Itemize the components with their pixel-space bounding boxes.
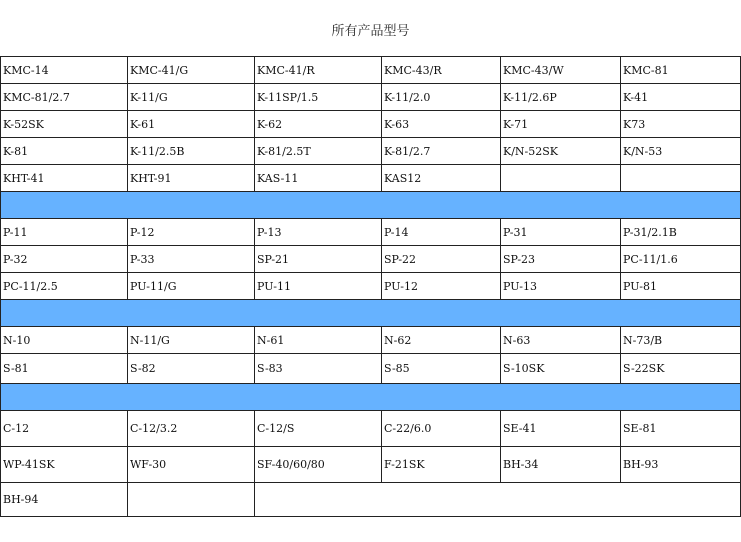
model-table xyxy=(0,56,741,517)
model-cell: N-63 xyxy=(501,327,621,354)
model-cell: K-52SK xyxy=(1,111,128,138)
model-cell: SP-22 xyxy=(382,246,501,273)
model-cell: PU-12 xyxy=(382,273,501,300)
model-cell: KMC-14 xyxy=(1,57,128,84)
model-cell: K-41 xyxy=(621,84,741,111)
model-cell: K-11SP/1.5 xyxy=(255,84,382,111)
model-cell: PC-11/1.6 xyxy=(621,246,741,273)
section-divider-cell xyxy=(1,300,741,327)
model-cell: K-81/2.7 xyxy=(382,138,501,165)
model-cell: P-31/2.1B xyxy=(621,219,741,246)
model-cell: N-73/B xyxy=(621,327,741,354)
model-cell: KMC-81 xyxy=(621,57,741,84)
model-cell: SP-23 xyxy=(501,246,621,273)
model-cell: PU-13 xyxy=(501,273,621,300)
model-cell: PU-11 xyxy=(255,273,382,300)
model-cell: SF-40/60/80 xyxy=(255,447,382,483)
model-cell: S-10SK xyxy=(501,354,621,384)
model-cell: P-31 xyxy=(501,219,621,246)
table-row xyxy=(1,447,741,483)
model-cell: P-11 xyxy=(1,219,128,246)
model-cell: KAS12 xyxy=(382,165,501,192)
model-cell: K-62 xyxy=(255,111,382,138)
model-cell: SP-21 xyxy=(255,246,382,273)
table-row xyxy=(1,57,741,84)
page-title: 所有产品型号 xyxy=(331,24,410,39)
model-cell: SE-81 xyxy=(621,411,741,447)
model-cell: P-12 xyxy=(128,219,255,246)
model-cell: K-71 xyxy=(501,111,621,138)
model-cell: F-21SK xyxy=(382,447,501,483)
model-cell: N-10 xyxy=(1,327,128,354)
model-cell: K-11/2.5B xyxy=(128,138,255,165)
model-cell: KMC-81/2.7 xyxy=(1,84,128,111)
model-cell: WP-41SK xyxy=(1,447,128,483)
section-divider xyxy=(1,300,741,327)
table-row xyxy=(1,84,741,111)
model-cell: P-14 xyxy=(382,219,501,246)
model-cell: K/N-53 xyxy=(621,138,741,165)
model-cell: K-81 xyxy=(1,138,128,165)
model-cell: C-12 xyxy=(1,411,128,447)
model-cell: KMC-41/G xyxy=(128,57,255,84)
model-cell xyxy=(255,483,741,517)
section-divider-cell xyxy=(1,192,741,219)
model-cell: S-83 xyxy=(255,354,382,384)
model-cell: KAS-11 xyxy=(255,165,382,192)
model-cell: K-11/2.6P xyxy=(501,84,621,111)
table-row xyxy=(1,246,741,273)
table-row xyxy=(1,483,741,517)
model-cell: K-61 xyxy=(128,111,255,138)
table-row xyxy=(1,327,741,354)
section-divider-cell xyxy=(1,384,741,411)
model-cell: PU-11/G xyxy=(128,273,255,300)
model-cell: K/N-52SK xyxy=(501,138,621,165)
model-cell: S-85 xyxy=(382,354,501,384)
model-cell: KMC-41/R xyxy=(255,57,382,84)
model-cell: P-32 xyxy=(1,246,128,273)
model-cell: K-11/2.0 xyxy=(382,84,501,111)
table-row xyxy=(1,138,741,165)
model-cell: PC-11/2.5 xyxy=(1,273,128,300)
model-cell xyxy=(128,483,255,517)
table-row xyxy=(1,219,741,246)
model-cell: K-11/G xyxy=(128,84,255,111)
table-row xyxy=(1,111,741,138)
model-cell: S-81 xyxy=(1,354,128,384)
model-cell: BH-34 xyxy=(501,447,621,483)
model-cell: KHT-41 xyxy=(1,165,128,192)
model-cell: K-81/2.5T xyxy=(255,138,382,165)
section-divider xyxy=(1,384,741,411)
model-cell: K73 xyxy=(621,111,741,138)
model-cell: S-22SK xyxy=(621,354,741,384)
section-divider xyxy=(1,192,741,219)
model-cell: KMC-43/R xyxy=(382,57,501,84)
model-cell: WF-30 xyxy=(128,447,255,483)
model-cell: N-11/G xyxy=(128,327,255,354)
model-cell: P-33 xyxy=(128,246,255,273)
model-cell: BH-94 xyxy=(1,483,128,517)
model-cell: BH-93 xyxy=(621,447,741,483)
table-row xyxy=(1,273,741,300)
model-cell: PU-81 xyxy=(621,273,741,300)
model-cell xyxy=(621,165,741,192)
table-row xyxy=(1,165,741,192)
model-cell: P-13 xyxy=(255,219,382,246)
model-cell: C-22/6.0 xyxy=(382,411,501,447)
model-cell: S-82 xyxy=(128,354,255,384)
table-row xyxy=(1,354,741,384)
model-cell: KHT-91 xyxy=(128,165,255,192)
model-cell xyxy=(501,165,621,192)
model-cell: N-62 xyxy=(382,327,501,354)
model-cell: C-12/3.2 xyxy=(128,411,255,447)
table-row xyxy=(1,411,741,447)
model-cell: KMC-43/W xyxy=(501,57,621,84)
model-cell: SE-41 xyxy=(501,411,621,447)
model-cell: C-12/S xyxy=(255,411,382,447)
model-cell: K-63 xyxy=(382,111,501,138)
model-cell: N-61 xyxy=(255,327,382,354)
